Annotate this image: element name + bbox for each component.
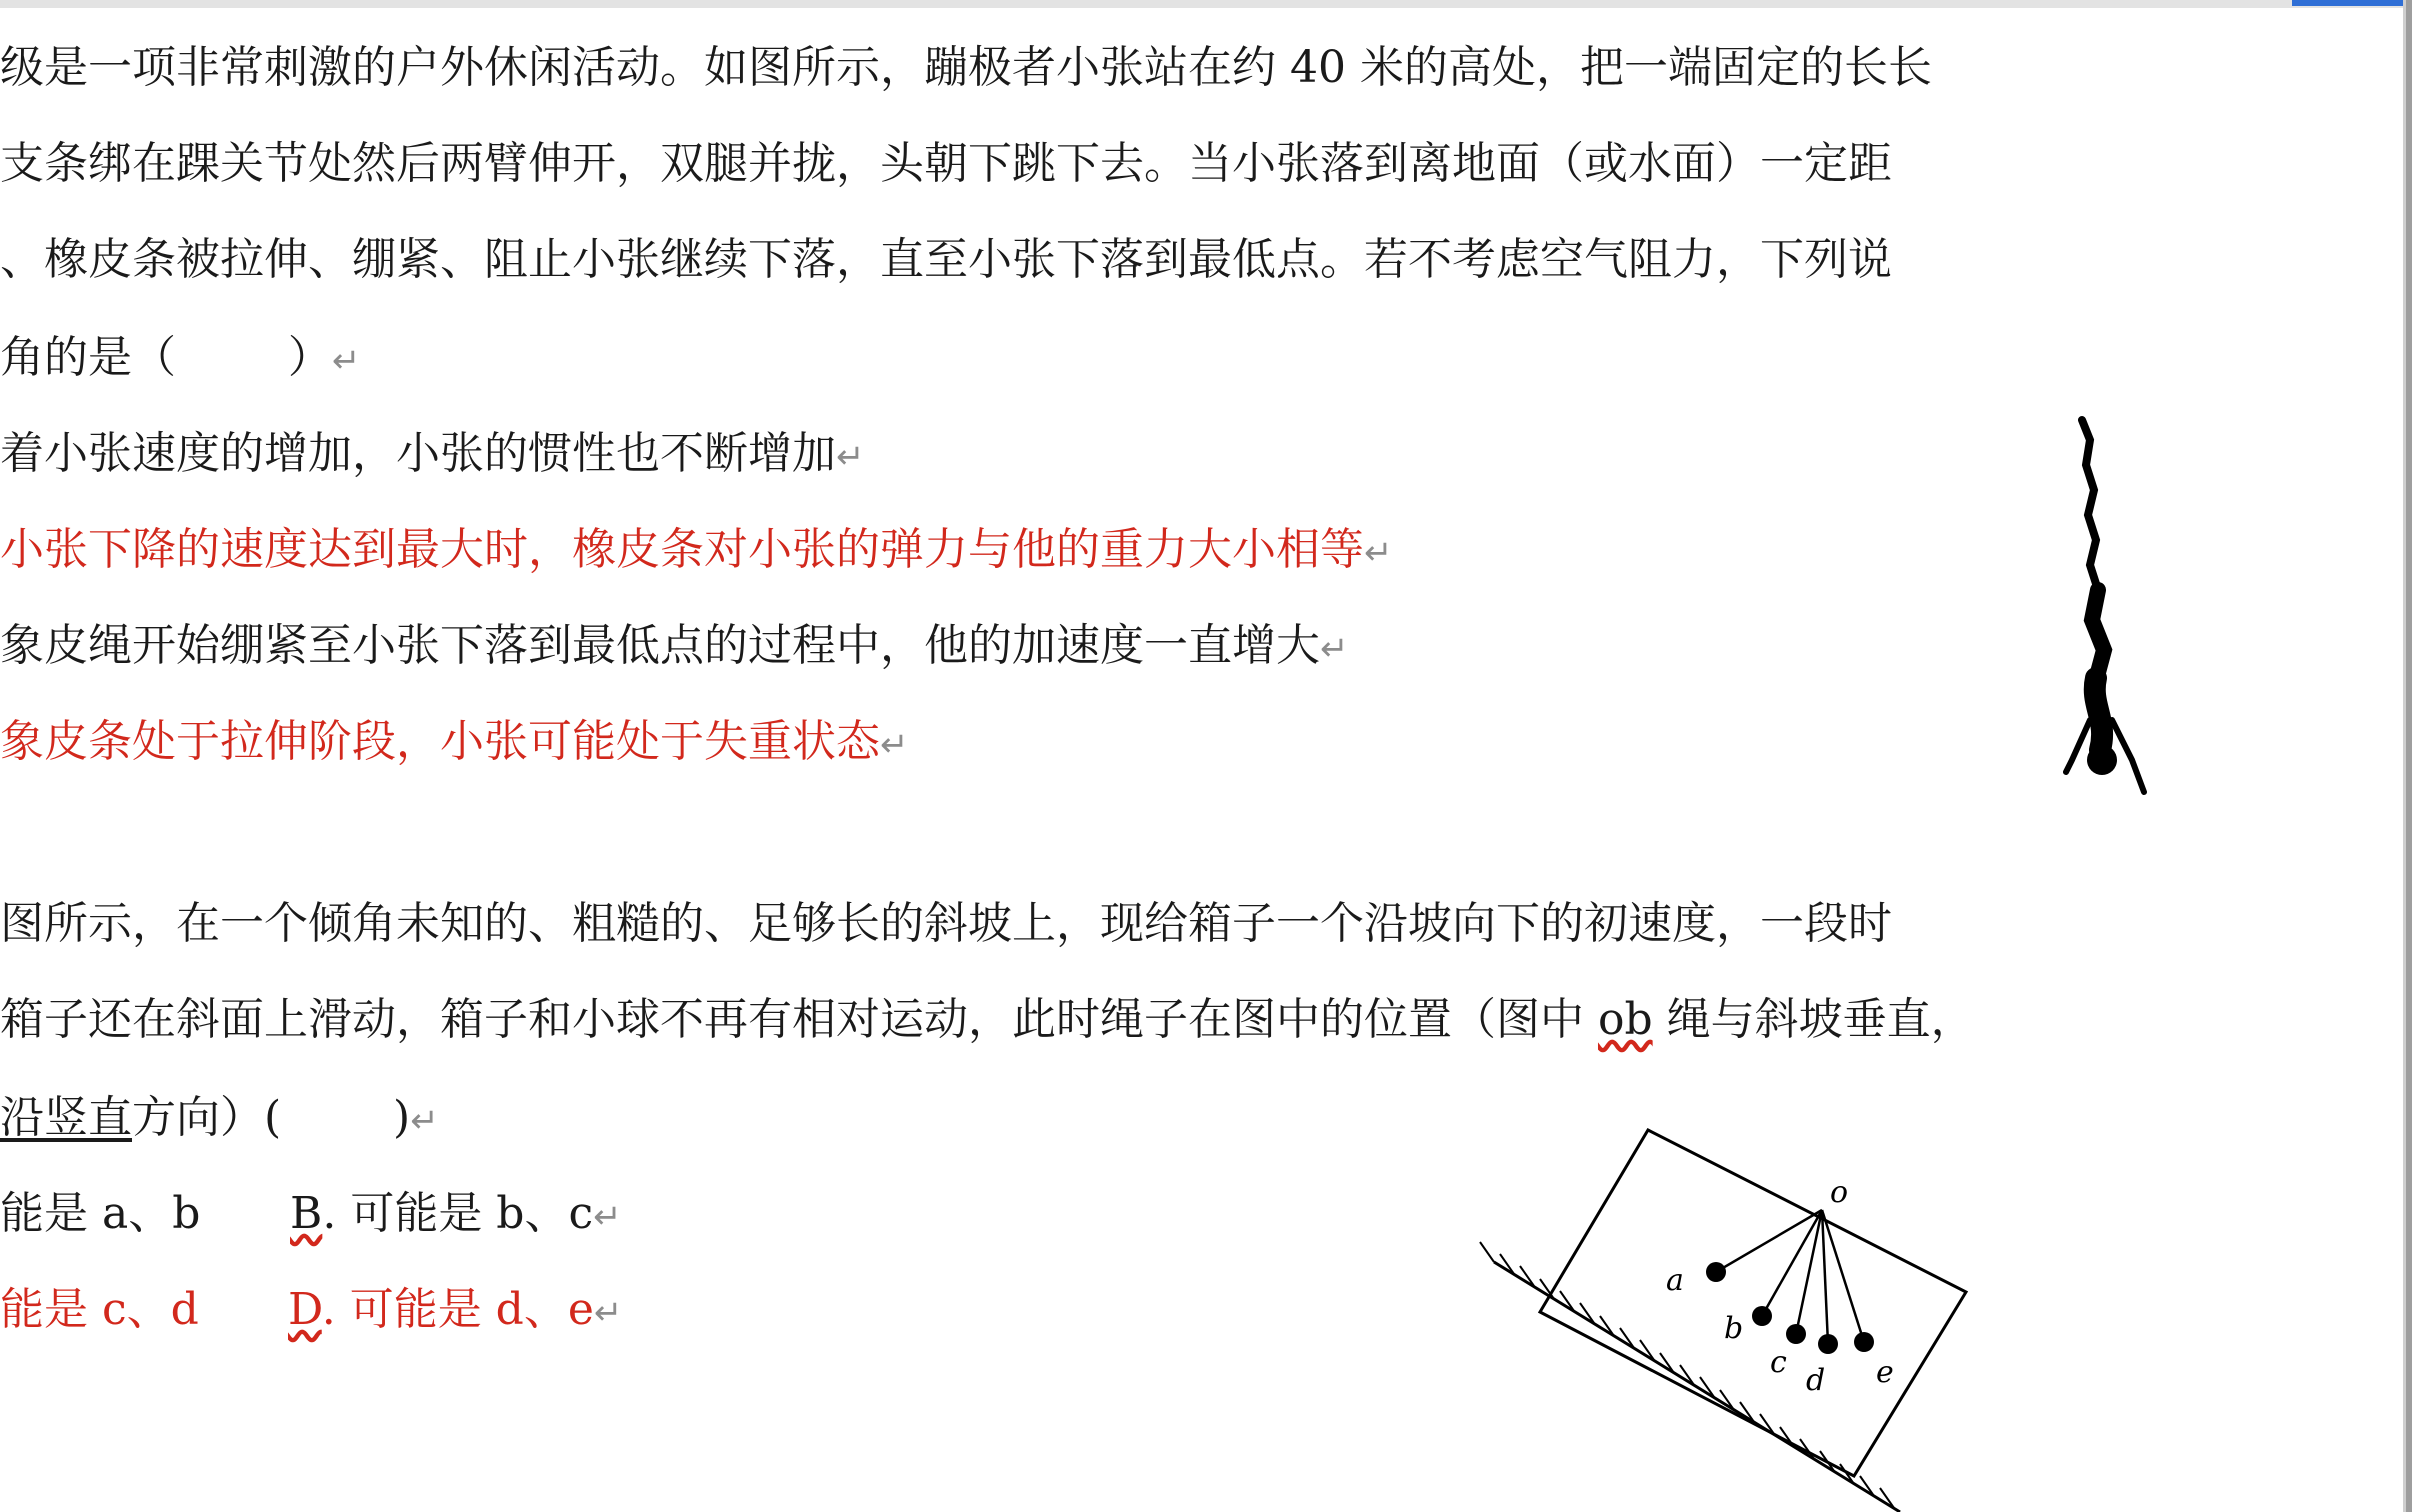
q1-option-c-text: 象皮绳开始绷紧至小张下落到最低点的过程中，他的加速度一直增大 [0,620,1320,671]
paragraph-mark: ↵ [593,1197,622,1237]
q2-stem-line-2-post: 绳与斜坡垂直， [1652,994,1975,1045]
q2-option-a: 能是 a、b [0,1188,201,1239]
q1-stem-line-2: 支条绑在踝关节处然后两臂伸开，双腿并拢，头朝下跳下去。当小张落到离地面（或水面）一定距 [0,138,1892,189]
ball-a [1706,1262,1726,1282]
q1-stem-line-4 [0,328,360,388]
jumper-body [2095,678,2102,750]
q2-option-c-answer: 能是 c、d [0,1284,199,1335]
q2-stem-ob-label: ob [1597,994,1653,1045]
q1-option-a-text: 着小张速度的增加，小张的惯性也不断增加 [0,428,836,479]
q2-option-d-letter: D [288,1284,322,1335]
ball-e [1854,1332,1874,1352]
q1-option-d-text: 象皮条处于拉伸阶段，小张可能处于失重状态 [0,716,880,767]
ball-c [1786,1324,1806,1344]
paragraph-mark: ↵ [1364,533,1393,573]
q1-option-a [0,424,865,484]
ball-b [1752,1306,1772,1326]
q2-option-b-letter: B [290,1188,323,1239]
label-e: e [1876,1355,1894,1390]
paragraph-mark: ↵ [410,1101,439,1141]
q1-option-c [0,616,1349,676]
paragraph-mark: ↵ [593,1293,623,1333]
q1-option-d-answer [0,712,909,772]
ball-d [1818,1334,1838,1354]
q2-stem-line-1: 图所示，在一个倾角未知的、粗糙的、足够长的斜坡上，现给箱子一个沿坡向下的初速度，一段时 [0,898,1892,949]
paragraph-mark: ↵ [1320,629,1349,669]
label-a: a [1666,1263,1684,1298]
q1-option-b-text: 小张下降的速度达到最大时，橡皮条对小张的弹力与他的重力大小相等 [0,524,1364,575]
label-d: d [1806,1363,1826,1398]
label-c: c [1770,1345,1787,1380]
label-o: o [1830,1175,1849,1210]
q1-stem-line-1: 级是一项非常刺激的户外休闲活动。如图所示，蹦极者小张站在约 40 米的高处，把一端固定的长长 [0,42,1932,93]
page-edge [2406,0,2412,1512]
q2-option-d-answer [288,1280,622,1343]
label-b: b [1724,1311,1744,1346]
q2-option-b [290,1184,622,1247]
paragraph-mark: ↵ [880,725,909,765]
incline-surface [1480,1242,1900,1512]
paragraph-mark: ↵ [331,341,361,381]
q2-stem-line-2-pre: 箱子还在斜面上滑动，箱子和小球不再有相对运动，此时绳子在图中的位置（图中 [0,994,1598,1045]
active-tab-indicator [2292,0,2412,6]
bungee-cord [2082,420,2098,590]
q2-stem-underlined: 沿竖直 [0,1092,132,1143]
q2-option-b-text: . 可能是 b、c [322,1188,594,1239]
q1-stem-line-4-text: 角的是（ ） [0,332,332,383]
bungee-jumper-figure [2060,420,2180,800]
jumper-right-arm [2112,720,2144,792]
paragraph-mark: ↵ [836,437,865,477]
jumper-legs [2092,590,2104,680]
q2-stem-line-3 [0,1088,439,1148]
window-top-bar [0,0,2412,8]
q1-option-b-answer [0,520,1393,580]
q2-stem-line-2 [0,990,1975,1050]
sliding-box [1540,1130,1966,1476]
incline-box-diagram [1480,1120,1960,1512]
jumper-head [2087,745,2117,775]
q2-stem-line-3-post: 方向）( ) [132,1092,411,1143]
q1-stem-line-3: 、橡皮条被拉伸、绷紧、阻止小张继续下落，直至小张下落到最低点。若不考虑空气阻力，下列说 [0,234,1892,285]
jumper-left-arm [2066,720,2090,772]
q2-option-d-text: . 可能是 d、e [321,1284,594,1335]
